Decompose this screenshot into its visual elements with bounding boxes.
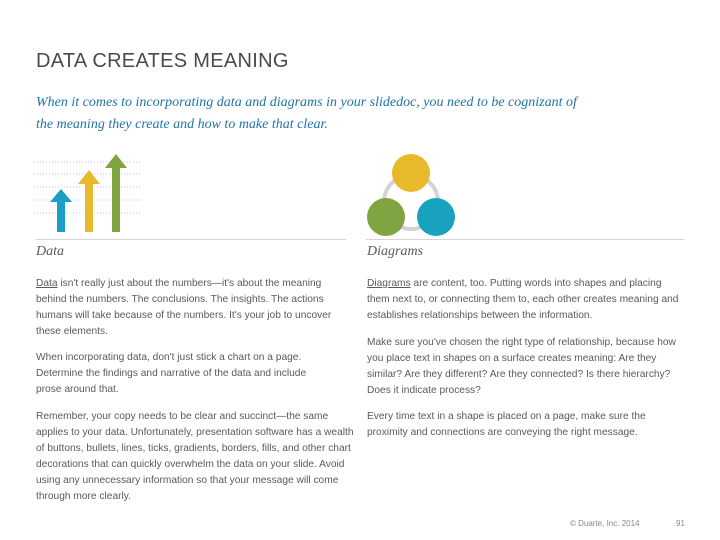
paragraph-text: Every time text in a shape is placed on a page, make sure the proximity and connections are conveying the right message. (367, 411, 646, 438)
paragraph-text: are content, too. Putting words into shapes and placing them next to, or connecting them to, each other creates meaning and establishes relationships between the information. (367, 278, 679, 321)
yellow-arrow (78, 170, 100, 232)
diagrams-paragraph-1 (367, 276, 683, 324)
green-arrow (105, 154, 127, 232)
paragraph-lead: Diagrams (367, 278, 411, 289)
copyright: © Duarte, Inc. 2014 (570, 519, 640, 528)
bar-arrows-icon (34, 154, 144, 234)
diagrams-heading: Diagrams (367, 244, 424, 259)
diagrams-paragraph-2 (367, 335, 683, 399)
yellow-circle (392, 154, 430, 192)
paragraph-text: Remember, your copy needs to be clear and succinct—the same applies to your data. Unfortunately, presentation software has a wealth of buttons, bullets, lines, ticks, gradients, borders, fills, and other chart decorations that can quickly overwhelm the data on your slide. Avoid using any unnecessary information so that your message will come through more clearly. (36, 411, 354, 502)
data-heading: Data (36, 244, 64, 259)
paragraph-text: Make sure you've chosen the right type of relationship, because how you place text in shapes on a surface creates meaning: Are they similar? Are they different? Are they connected? Is there hierarchy? Does it indicate process? (367, 337, 676, 396)
page-number: 91 (676, 519, 685, 528)
data-paragraph-3 (36, 409, 354, 505)
data-paragraph-2 (36, 350, 332, 398)
green-circle (367, 198, 405, 236)
page-title: DATA CREATES MEANING (36, 50, 289, 73)
blue-circle (417, 198, 455, 236)
left-divider (36, 239, 346, 240)
paragraph-text: isn't really just about the numbers—it's about the meaning behind the numbers. The conclusions. The insights. The actions humans will take because of the numbers. It's your job to uncover these elements. (36, 278, 332, 337)
diagrams-paragraph-3 (367, 409, 683, 441)
paragraph-text: When incorporating data, don't just stick a chart on a page. Determine the findings and narrative of the data and include prose around that. (36, 352, 307, 395)
data-paragraph-1 (36, 276, 352, 340)
venn-circles-icon (362, 150, 462, 240)
intro-text: When it comes to incorporating data and diagrams in your slidedoc, you need to be cognizant of the meaning they create and how to make that clear. (36, 95, 577, 132)
blue-arrow (50, 189, 72, 232)
paragraph-lead: Data (36, 278, 58, 289)
right-divider (366, 239, 684, 240)
